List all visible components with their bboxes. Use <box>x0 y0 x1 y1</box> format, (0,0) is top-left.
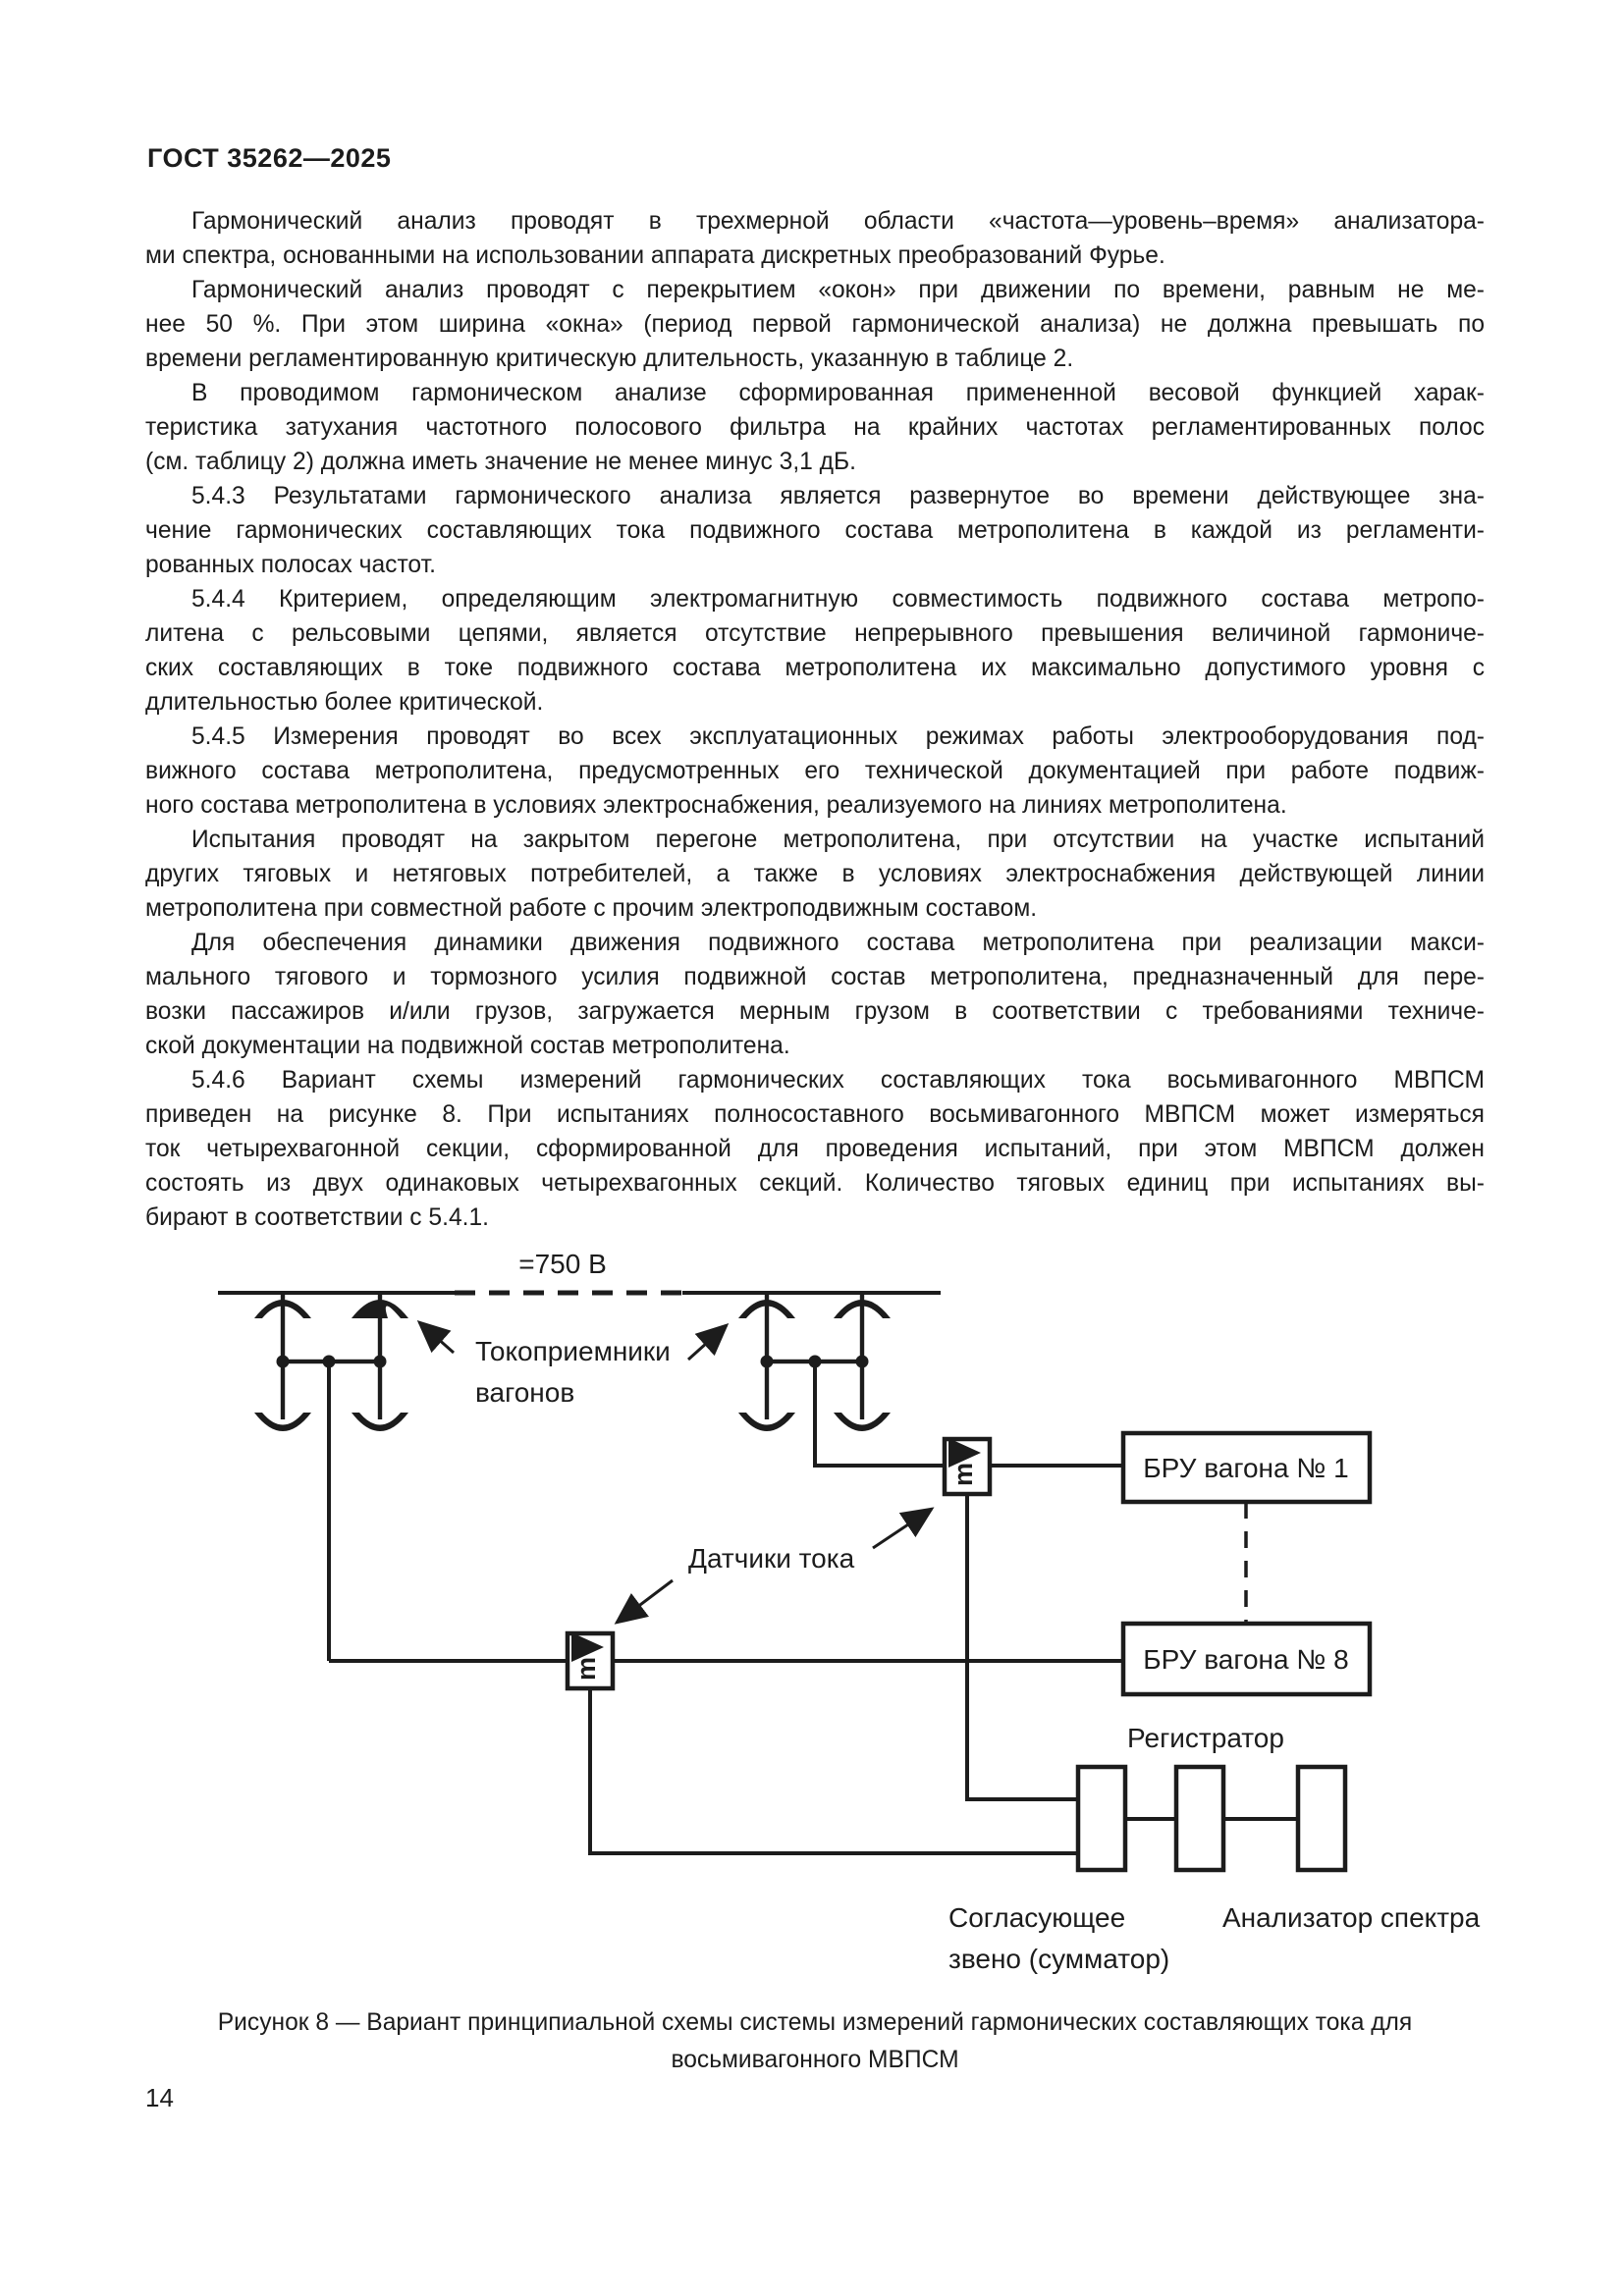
document-header: ГОСТ 35262—2025 <box>147 143 392 173</box>
text-line: других тяговых и нетяговых потребителей, а также в условиях электроснабжения действующей линии <box>145 861 1485 887</box>
voltage-label: =750 В <box>518 1249 607 1279</box>
bru-car1-label: БРУ вагона № 1 <box>1143 1453 1349 1483</box>
sensor-arrow-2 <box>617 1580 673 1623</box>
figure-caption <box>145 2004 1485 2079</box>
matching-unit-label-line1: Согласующее <box>948 1902 1126 1933</box>
text-line: Для обеспечения динамики движения подвижного состава метрополитена при реализации макси- <box>191 930 1485 956</box>
text-line: 5.4.4 Критерием, определяющим электромагнитную совместимость подвижного состава метропо- <box>191 586 1485 613</box>
text-line: метрополитена при совместной работе с прочим электроподвижным составом. <box>145 895 1038 922</box>
bru-car8-label: БРУ вагона № 8 <box>1143 1644 1349 1675</box>
recorder-box <box>1176 1767 1223 1870</box>
bru-car1-box <box>1123 1433 1370 1502</box>
page-number: 14 <box>145 2083 174 2112</box>
pantograph-arrow-right <box>688 1325 727 1360</box>
text-line: чение гармонических составляющих тока подвижного состава метрополитена в каждой из регламенти- <box>145 517 1485 544</box>
current-sensor-2-icon <box>568 1633 613 1688</box>
pantograph-group-left <box>254 1293 408 1431</box>
text-line: рованных полосах частот. <box>145 552 436 578</box>
text-line: теристика затухания частотного полосового фильтра на крайних частотах регламентированных полос <box>145 414 1485 441</box>
text-line: ного состава метрополитена в условиях электроснабжения, реализуемого на линиях метрополитена. <box>145 792 1287 819</box>
body-text <box>145 204 1485 1235</box>
text-line: мального тягового и тормозного усилия подвижной состав метрополитена, предназначенный для пере- <box>145 964 1485 990</box>
text-line: литена с рельсовыми цепями, является отсутствие непрерывного превышения величиной гармониче- <box>145 620 1485 647</box>
figure-caption-line1: Рисунок 8 — Вариант принципиальной схемы системы измерений гармонических составляющих тока для <box>217 2009 1413 2036</box>
text-line: 5.4.5 Измерения проводят во всех эксплуатационных режимах работы электрооборудования под- <box>191 723 1485 750</box>
svg-text:m: m <box>948 1462 978 1487</box>
text-line: 5.4.6 Вариант схемы измерений гармонических составляющих тока восьмивагонного МВПСМ <box>191 1067 1485 1094</box>
figure-caption-line2: восьмивагонного МВПСМ <box>671 2047 959 2073</box>
current-sensors-label: Датчики тока <box>688 1543 855 1574</box>
text-line: 5.4.3 Результатами гармонического анализа является развернутое во времени действующее зна- <box>191 483 1485 509</box>
text-line: длительностью более критической. <box>145 689 544 716</box>
current-sensor-1-icon <box>945 1439 990 1494</box>
text-line: приведен на рисунке 8. При испытаниях полносоставного восьмивагонного МВПСМ может измеряться <box>145 1101 1485 1128</box>
text-line: возки пассажиров и/или грузов, загружается мерным грузом в соответствии с требованиями техниче- <box>145 998 1485 1025</box>
text-line: времени регламентированную критическую длительность, указанную в таблице 2. <box>145 346 1074 372</box>
sensor-arrow-1 <box>873 1509 932 1548</box>
svg-text:m: m <box>571 1656 601 1682</box>
text-line: Гармонический анализ проводят с перекрытием «окон» при движении по времени, равным не ме- <box>191 277 1485 303</box>
figure-8-diagram <box>137 1217 1492 1983</box>
matching-unit-box <box>1078 1767 1125 1870</box>
pantograph-label-line2: вагонов <box>475 1377 575 1408</box>
text-line: ских составляющих в токе подвижного состава метрополитена их максимально допустимого уровня с <box>145 655 1485 681</box>
text-line: Испытания проводят на закрытом перегоне метрополитена, при отсутствии на участке испытаний <box>191 827 1485 853</box>
text-line: бирают в соответствии с 5.4.1. <box>145 1204 489 1231</box>
text-line: ской документации на подвижной состав метрополитена. <box>145 1033 790 1059</box>
text-line: Гармонический анализ проводят в трехмерной области «частота—уровень–время» анализатора- <box>191 208 1485 235</box>
text-line: (см. таблицу 2) должна иметь значение не менее минус 3,1 дБ. <box>145 449 857 475</box>
text-line: вижного состава метрополитена, предусмотренных его технической документацией при работе подвиж- <box>145 758 1485 784</box>
spectrum-analyzer-label: Анализатор спектра <box>1222 1902 1481 1933</box>
bru-car8-box <box>1123 1624 1370 1694</box>
registrator-label: Регистратор <box>1127 1723 1284 1753</box>
text-line: нее 50 %. При этом ширина «окна» (период первой гармонической анализа) не должна превышать по <box>145 311 1485 338</box>
text-line: состоять из двух одинаковых четырехвагонных секций. Количество тяговых единиц при испытаниях вы- <box>145 1170 1485 1197</box>
pantograph-arrow-left <box>419 1322 454 1353</box>
text-line: ток четырехвагонной секции, сформированной для проведения испытаний, при этом МВПСМ должен <box>145 1136 1485 1162</box>
text-line: ми спектра, основанными на использовании аппарата дискретных преобразований Фурье. <box>145 242 1165 269</box>
pantograph-label-line1: Токоприемники <box>475 1336 671 1366</box>
text-line: В проводимом гармоническом анализе сформированная примененной весовой функцией харак- <box>191 380 1485 406</box>
spectrum-analyzer-box <box>1298 1767 1345 1870</box>
matching-unit-label-line2: звено (сумматор) <box>948 1944 1170 1974</box>
